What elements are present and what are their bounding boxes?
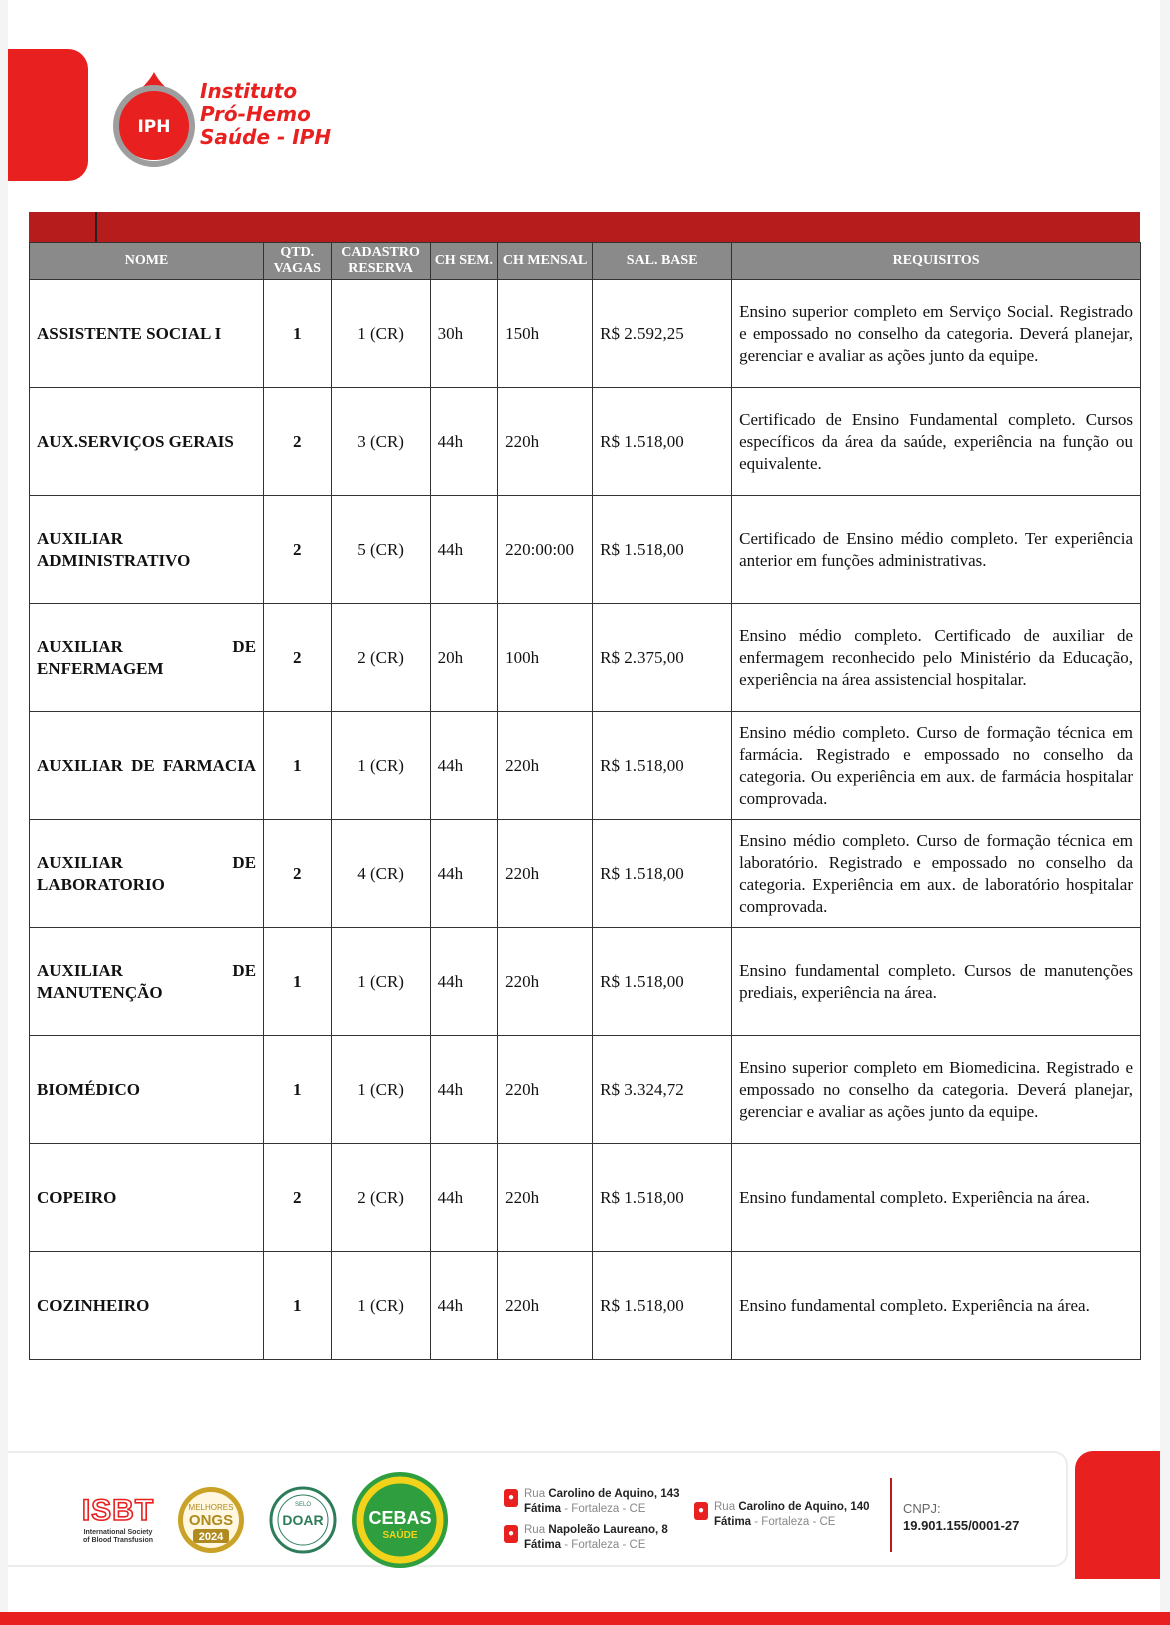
location-pin-icon: ● <box>504 1489 518 1507</box>
cell-cr: 4 (CR) <box>331 820 430 928</box>
cell-sal: R$ 1.518,00 <box>593 928 732 1036</box>
cell-req: Ensino fundamental completo. Cursos de manutenções prediais, experiência na área. <box>732 928 1141 1036</box>
cell-ch-mensal: 150h <box>498 280 593 388</box>
table-row <box>30 820 1141 928</box>
cell-ch-sem: 44h <box>430 928 497 1036</box>
cell-req: Ensino médio completo. Curso de formação técnica em farmácia. Registrado e empossado no conselho da categoria. Ou experiência em aux. de farmácia hospitalar comprovada. <box>732 712 1141 820</box>
cell-nome: AUX.SERVIÇOS GERAIS <box>30 388 264 496</box>
col-header-sal: SAL. BASE <box>593 243 732 280</box>
cell-ch-mensal: 220h <box>498 388 593 496</box>
cebas-badge <box>350 1470 450 1570</box>
doar-top: SELO <box>294 1502 312 1508</box>
cell-nome: AUXILIAR ADMINISTRATIVO <box>30 496 264 604</box>
corner-decoration <box>8 49 88 181</box>
cell-sal: R$ 1.518,00 <box>593 1252 732 1360</box>
cell-qtd: 1 <box>264 1036 331 1144</box>
table-row <box>30 712 1141 820</box>
cnpj-label: CNPJ: <box>903 1501 941 1516</box>
logo-initials: IPH <box>137 117 171 137</box>
cebas-sub: SAÚDE <box>382 1530 418 1541</box>
ongs-year: 2024 <box>198 1531 224 1543</box>
cell-req: Ensino fundamental completo. Experiência na área. <box>732 1144 1141 1252</box>
cell-sal: R$ 2.592,25 <box>593 280 732 388</box>
cell-ch-sem: 44h <box>430 1036 497 1144</box>
cebas-mid: CEBAS <box>368 1508 432 1528</box>
address-1: ● Rua Carolino de Aquino, 143 Fátima - Fortaleza - CE <box>524 1487 680 1517</box>
cell-nome: BIOMÉDICO <box>30 1036 264 1144</box>
location-pin-icon: ● <box>694 1502 708 1520</box>
isbt-sub-2: of Blood Transfusion <box>83 1537 153 1544</box>
cnpj-block <box>903 1500 1019 1534</box>
table-row <box>30 280 1141 388</box>
ongs-top: MELHORES <box>188 1503 234 1512</box>
location-pin-icon: ● <box>504 1525 518 1543</box>
table-header-row <box>30 243 1141 280</box>
cell-sal: R$ 1.518,00 <box>593 388 732 496</box>
table-row <box>30 604 1141 712</box>
cell-nome: AUXILIAR DE ENFERMAGEM <box>30 604 264 712</box>
cell-qtd: 1 <box>264 712 331 820</box>
corner-decoration <box>1075 1451 1160 1579</box>
cell-qtd: 1 <box>264 280 331 388</box>
cell-cr: 1 (CR) <box>331 1036 430 1144</box>
cell-cr: 2 (CR) <box>331 604 430 712</box>
cell-nome: AUXILIAR DE LABORATORIO <box>30 820 264 928</box>
cell-req: Ensino médio completo. Curso de formação técnica em laboratório. Registrado e empossado no conselho da categoria. Experiência em aux. de laboratório hospitalar comprovada. <box>732 820 1141 928</box>
cell-ch-sem: 44h <box>430 388 497 496</box>
cell-sal: R$ 1.518,00 <box>593 712 732 820</box>
selo-doar-badge <box>268 1485 338 1555</box>
address-3: ● Rua Carolino de Aquino, 140 Fátima - Fortaleza - CE <box>714 1500 870 1530</box>
cell-qtd: 2 <box>264 496 331 604</box>
col-header-ch-sem: CH SEM. <box>430 243 497 280</box>
cell-req: Ensino fundamental completo. Experiência na área. <box>732 1252 1141 1360</box>
table-row <box>30 928 1141 1036</box>
cell-sal: R$ 1.518,00 <box>593 496 732 604</box>
vacancies-table <box>29 242 1141 1360</box>
cell-req: Ensino superior completo em Serviço Social. Registrado e empossado no conselho da categoria. Deverá planejar, gerenciar e avaliar as ações junto da equipe. <box>732 280 1141 388</box>
cell-req: Certificado de Ensino Fundamental completo. Cursos específicos da área da saúde, experiência na função ou equivalente. <box>732 388 1141 496</box>
isbt-sub-1: International Society <box>83 1529 153 1536</box>
cell-ch-mensal: 220h <box>498 928 593 1036</box>
cell-ch-sem: 44h <box>430 1252 497 1360</box>
col-header-qtd: QTD. VAGAS <box>264 243 331 280</box>
cell-cr: 1 (CR) <box>331 1252 430 1360</box>
cell-ch-sem: 44h <box>430 496 497 604</box>
col-header-nome: NOME <box>30 243 264 280</box>
melhores-ongs-badge <box>175 1484 247 1556</box>
cell-sal: R$ 1.518,00 <box>593 1144 732 1252</box>
cell-qtd: 2 <box>264 1144 331 1252</box>
cell-cr: 1 (CR) <box>331 280 430 388</box>
cell-qtd: 2 <box>264 388 331 496</box>
cell-qtd: 2 <box>264 604 331 712</box>
col-header-cadastro: CADASTRO RESERVA <box>331 243 430 280</box>
cell-ch-sem: 20h <box>430 604 497 712</box>
isbt-mark: ISBT <box>81 1494 155 1527</box>
cell-sal: R$ 2.375,00 <box>593 604 732 712</box>
address-2: ● Rua Napoleão Laureano, 8 Fátima - Fortaleza - CE <box>524 1523 668 1553</box>
col-header-ch-mensal: CH MENSAL <box>498 243 593 280</box>
isbt-logo <box>78 1490 158 1548</box>
cell-qtd: 1 <box>264 928 331 1036</box>
ongs-mid: ONGS <box>188 1512 234 1529</box>
cell-nome: ASSISTENTE SOCIAL I <box>30 280 264 388</box>
cell-nome: COPEIRO <box>30 1144 264 1252</box>
cell-ch-sem: 30h <box>430 280 497 388</box>
table-row <box>30 1144 1141 1252</box>
cell-ch-mensal: 220h <box>498 712 593 820</box>
cell-cr: 1 (CR) <box>331 712 430 820</box>
cell-req: Certificado de Ensino médio completo. Ter experiência anterior em funções administrativas. <box>732 496 1141 604</box>
cell-ch-mensal: 100h <box>498 604 593 712</box>
cell-cr: 1 (CR) <box>331 928 430 1036</box>
table-row <box>30 388 1141 496</box>
table-row <box>30 496 1141 604</box>
cnpj-value: 19.901.155/0001-27 <box>903 1518 1020 1533</box>
cell-ch-mensal: 220:00:00 <box>498 496 593 604</box>
bottom-strip <box>0 1612 1170 1625</box>
cell-req: Ensino médio completo. Certificado de auxiliar de enfermagem reconhecido pelo Ministério da Educação, experiência na área assistencial hospitalar. <box>732 604 1141 712</box>
cell-req: Ensino superior completo em Biomedicina. Registrado e empossado no conselho da categoria. Deverá planejar, gerenciar e avaliar as ações junto da equipe. <box>732 1036 1141 1144</box>
cell-nome: AUXILIAR DE FARMACIA <box>30 712 264 820</box>
cell-cr: 3 (CR) <box>331 388 430 496</box>
cell-ch-sem: 44h <box>430 712 497 820</box>
cell-nome: AUXILIAR DE MANUTENÇÃO <box>30 928 264 1036</box>
cell-qtd: 2 <box>264 820 331 928</box>
table-row <box>30 1252 1141 1360</box>
table-row <box>30 1036 1141 1144</box>
cell-ch-mensal: 220h <box>498 1036 593 1144</box>
cell-cr: 2 (CR) <box>331 1144 430 1252</box>
cell-ch-mensal: 220h <box>498 1144 593 1252</box>
cell-ch-mensal: 220h <box>498 820 593 928</box>
cell-sal: R$ 1.518,00 <box>593 820 732 928</box>
cell-ch-sem: 44h <box>430 1144 497 1252</box>
table-top-bar <box>29 212 1140 242</box>
cell-ch-sem: 44h <box>430 820 497 928</box>
cell-cr: 5 (CR) <box>331 496 430 604</box>
cell-sal: R$ 3.324,72 <box>593 1036 732 1144</box>
logo-text: Instituto Pró-Hemo Saúde - IPH <box>200 79 332 149</box>
cell-qtd: 1 <box>264 1252 331 1360</box>
cell-ch-mensal: 220h <box>498 1252 593 1360</box>
doar-mid: DOAR <box>282 1512 324 1528</box>
footer-divider <box>890 1478 892 1552</box>
col-header-requisitos: REQUISITOS <box>732 243 1141 280</box>
cell-nome: COZINHEIRO <box>30 1252 264 1360</box>
